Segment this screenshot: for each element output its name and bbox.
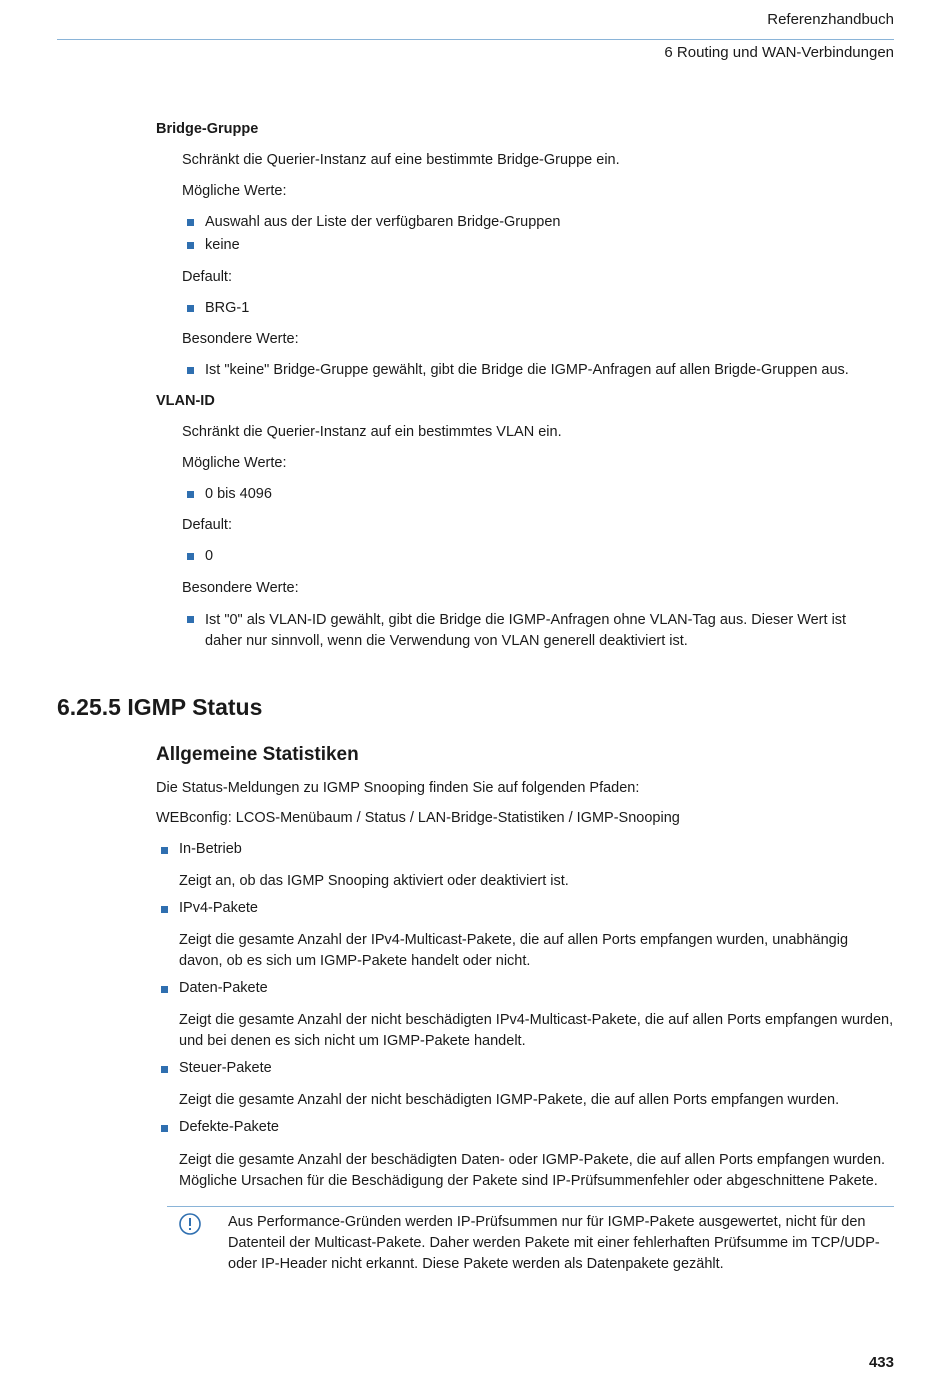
section-path: WEBconfig: LCOS-Menübaum / Status / LAN-Bridge-Statistiken / IGMP-Snooping — [156, 810, 680, 826]
vlan-id-possible-label: Mögliche Werte: — [182, 455, 287, 471]
bullet-icon — [161, 847, 168, 854]
section-title: 6.25.5 IGMP Status — [57, 694, 263, 720]
note-divider — [167, 1206, 894, 1207]
vlan-id-desc: Schränkt die Querier-Instanz auf ein bestimmtes VLAN ein. — [182, 424, 562, 440]
page-number: 433 — [868, 1354, 894, 1371]
header-chapter: 6 Routing und WAN-Verbindungen — [664, 44, 894, 61]
item-label: IPv4-Pakete — [179, 900, 258, 916]
item-desc: Zeigt an, ob das IGMP Snooping aktiviert oder deaktiviert ist. — [179, 873, 569, 889]
section-intro: Die Status-Meldungen zu IGMP Snooping finden Sie auf folgenden Pfaden: — [156, 780, 640, 796]
item-desc: Zeigt die gesamte Anzahl der nicht beschädigten IGMP-Pakete, die auf allen Ports empfangen wurden. — [179, 1092, 840, 1108]
vlan-id-special-label: Besondere Werte: — [182, 580, 299, 596]
section-subtitle: Allgemeine Statistiken — [156, 744, 359, 765]
bridge-gruppe-default-label: Default: — [182, 269, 232, 285]
warning-icon — [179, 1213, 201, 1235]
bullet-icon — [187, 219, 194, 226]
bullet-icon — [187, 242, 194, 249]
note-text: Aus Performance-Gründen werden IP-Prüfsummen nur für IGMP-Pakete ausgewertet, nicht für den Datenteil der Multicast-Pakete. Daher werden Pakete mit einer fehlerhaften Prüfsumme im TCP/UDP- oder IP-Header nicht erkannt. Diese Pakete werden als Datenpakete gezählt. — [228, 1214, 880, 1272]
bullet-icon — [187, 616, 194, 623]
item-label: Steuer-Pakete — [179, 1060, 272, 1076]
bullet-icon — [161, 986, 168, 993]
vlan-id-default-label: Default: — [182, 517, 232, 533]
bullet-icon — [161, 1125, 168, 1132]
term-bridge-gruppe: Bridge-Gruppe — [156, 121, 259, 137]
bridge-gruppe-special: Ist "keine" Bridge-Gruppe gewählt, gibt die Bridge die IGMP-Anfragen auf allen Brigde-Gruppen aus. — [205, 362, 849, 378]
term-vlan-id: VLAN-ID — [156, 393, 215, 409]
vlan-id-special: Ist "0" als VLAN-ID gewählt, gibt die Bridge die IGMP-Anfragen ohne VLAN-Tag aus. Dieser Wert ist daher nur sinnvoll, wenn die Verwendung von VLAN generell deaktiviert ist. — [205, 612, 847, 649]
bridge-gruppe-default: BRG-1 — [205, 300, 250, 316]
item-desc: Zeigt die gesamte Anzahl der beschädigten Daten- oder IGMP-Pakete, die auf allen Ports empfangen wurden. Mögliche Ursachen für die Beschädigung der Pakete sind IP-Prüfsummenfehler oder abgeschnittene Pakete. — [179, 1152, 886, 1189]
bullet-icon — [187, 553, 194, 560]
bridge-gruppe-possible-1: Auswahl aus der Liste der verfügbaren Bridge-Gruppen — [205, 214, 561, 230]
bridge-gruppe-special-label: Besondere Werte: — [182, 331, 299, 347]
bridge-gruppe-desc: Schränkt die Querier-Instanz auf eine bestimmte Bridge-Gruppe ein. — [182, 152, 620, 168]
bullet-icon — [187, 491, 194, 498]
header-divider — [57, 39, 894, 40]
bullet-icon — [161, 1066, 168, 1073]
vlan-id-possible: 0 bis 4096 — [205, 486, 272, 502]
header-title: Referenzhandbuch — [767, 11, 894, 28]
bridge-gruppe-possible-2: keine — [205, 237, 240, 253]
item-desc: Zeigt die gesamte Anzahl der nicht beschädigten IPv4-Multicast-Pakete, die auf allen Ports empfangen wurden, und bei denen es sich nicht um IGMP-Pakete handelt. — [179, 1012, 894, 1049]
item-label: Daten-Pakete — [179, 980, 268, 996]
bullet-icon — [187, 305, 194, 312]
item-label: In-Betrieb — [179, 841, 242, 857]
item-label: Defekte-Pakete — [179, 1119, 279, 1135]
bullet-icon — [161, 906, 168, 913]
bridge-gruppe-possible-label: Mögliche Werte: — [182, 183, 287, 199]
vlan-id-default: 0 — [205, 548, 214, 564]
bullet-icon — [187, 367, 194, 374]
item-desc: Zeigt die gesamte Anzahl der IPv4-Multicast-Pakete, die auf allen Ports empfangen wurden, unabhängig davon, ob es sich um IGMP-Pakete handelt oder nicht. — [179, 932, 849, 969]
